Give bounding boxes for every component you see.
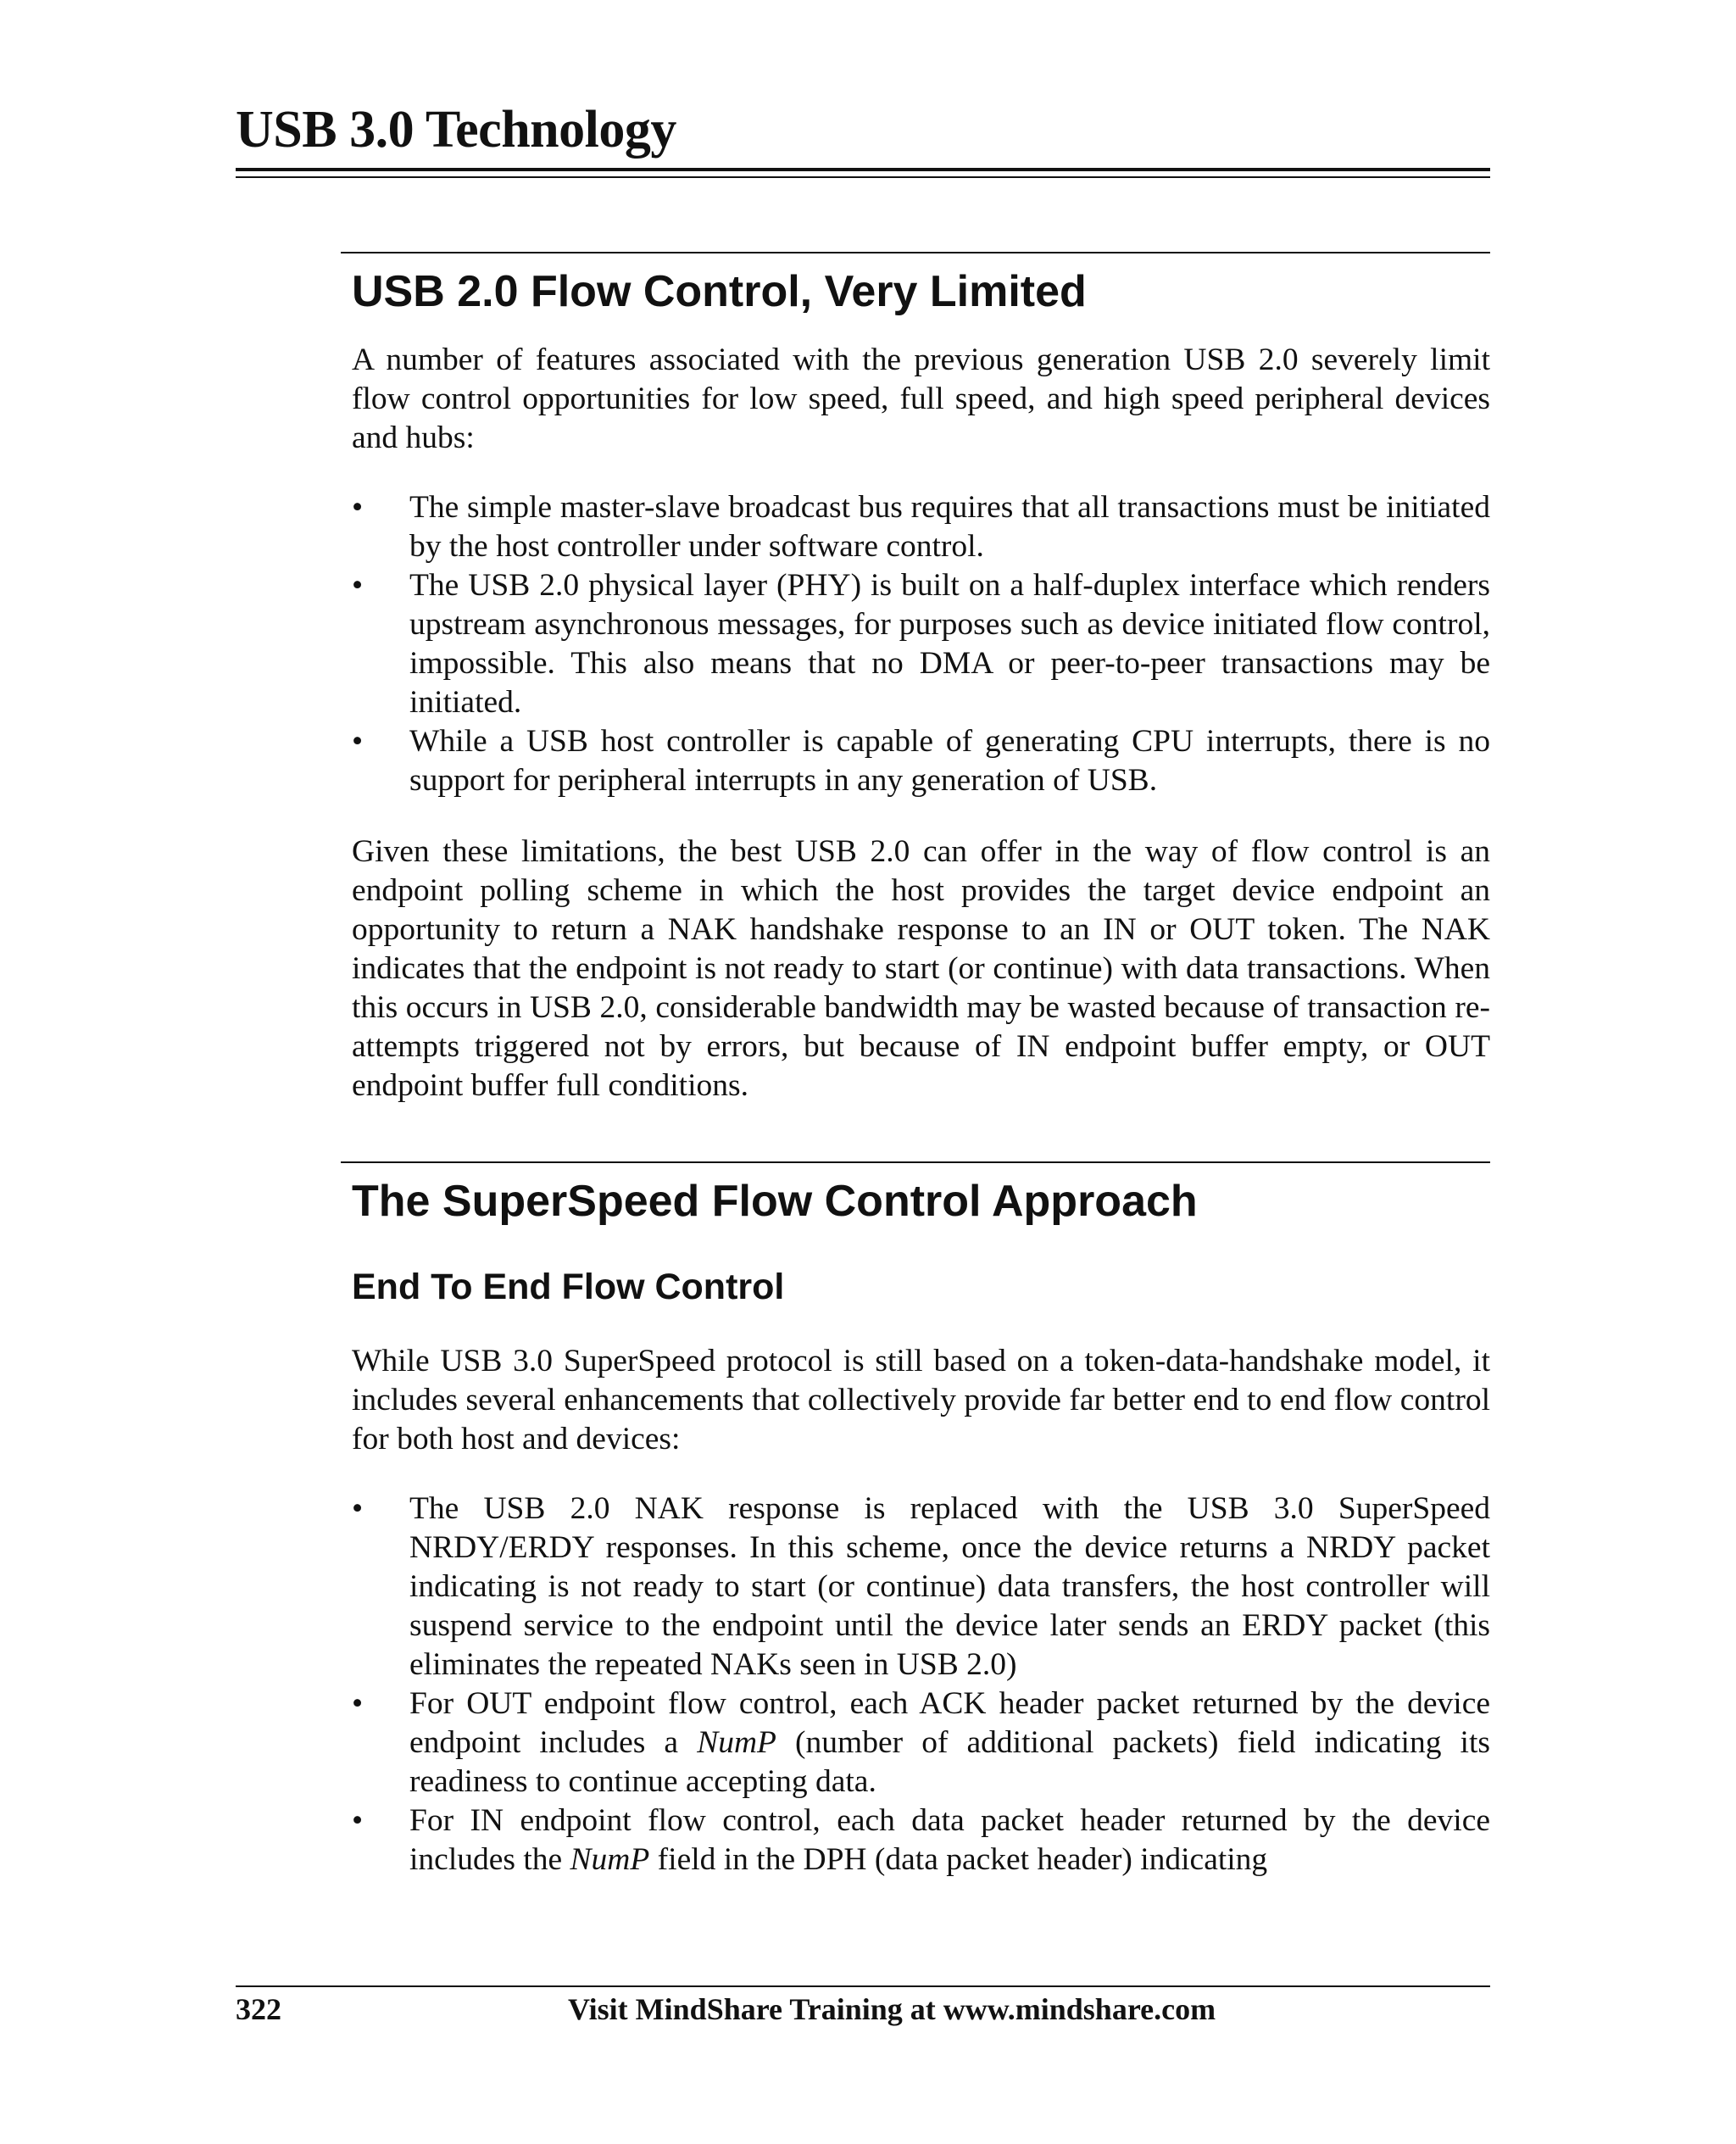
footer-rule [236,1985,1490,1987]
paragraph: A number of features associated with the previous generation USB 2.0 severely limit flow control opportunities for low speed, full speed, and high speed peripheral devices and hubs: [352,342,1490,455]
list-item [352,488,1490,566]
bullet-icon: • [352,1803,364,1838]
list-item-text: The USB 2.0 physical layer (PHY) is built on a half-duplex interface which renders upstream asynchronous messages, for purposes such as device initiated flow control, impossible. This also means that no DMA or peer-to-peer transactions may be initiated. [409,568,1490,720]
list-item-text: While a USB host controller is capable of generating CPU interrupts, there is no support for peripheral interrupts in any generation of USB. [409,724,1490,798]
list-item [352,1802,1490,1879]
list-item-text [409,1686,1490,1799]
bullet-list [352,488,1490,800]
header-rule-thick [236,168,1490,171]
bullet-list [352,1490,1490,1879]
section-divider [341,252,1490,253]
list-item [352,1685,1490,1802]
list-item [352,1490,1490,1685]
list-item-text [409,1803,1490,1877]
bullet-icon: • [352,568,364,603]
text-run: (number of additional packets) field indicating its readiness to continue accepting data. [409,1725,1490,1799]
list-item-text: The simple master-slave broadcast bus requires that all transactions must be initiated by the host controller under software control. [409,490,1490,564]
list-item [352,722,1490,800]
bullet-icon: • [352,724,364,759]
bullet-icon: • [352,1491,364,1526]
running-header-title: USB 3.0 Technology [236,101,676,159]
bullet-icon: • [352,490,364,525]
field-name: NumP [570,1842,650,1877]
section-heading: The SuperSpeed Flow Control Approach [352,1177,1198,1226]
page-number: 322 [236,1992,281,2026]
paragraph: While USB 3.0 SuperSpeed protocol is still based on a token-data-handshake model, it includes several enhancements that collectively provide far better end to end flow control for both host and devices: [352,1344,1490,1456]
field-name: NumP [697,1725,776,1760]
subsection-heading: End To End Flow Control [352,1267,785,1307]
paragraph: Given these limitations, the best USB 2.0 can offer in the way of flow control is an endpoint polling scheme in which the host provides the target device endpoint an opportunity to return a NAK handshake response to an IN or OUT token. The NAK indicates that the endpoint is not ready to start (or continue) with data transactions. When this occurs in USB 2.0, considerable bandwidth may be wasted because of transaction re-attempts triggered not by errors, but because of IN endpoint buffer empty, or OUT endpoint buffer full conditions. [352,834,1490,1103]
text-run: For IN endpoint flow control, each data packet header returned by the device includes the [409,1803,1490,1877]
header-rule-thin [236,176,1490,178]
bullet-icon: • [352,1686,364,1721]
footer-text: Visit MindShare Training at www.mindshare.com [568,1992,1216,2026]
text-run: For OUT endpoint flow control, each ACK header packet returned by the device endpoint includes a [409,1686,1490,1760]
section-divider [341,1161,1490,1163]
list-item-text: The USB 2.0 NAK response is replaced with the USB 3.0 SuperSpeed NRDY/ERDY responses. In this scheme, once the device returns a NRDY packet indicating is not ready to start (or continue) data transfers, the host controller will suspend service to the endpoint until the device later sends an ERDY packet (this eliminates the repeated NAKs seen in USB 2.0) [409,1491,1490,1682]
text-run: field in the DPH (data packet header) indicating [649,1842,1268,1877]
list-item [352,566,1490,722]
section-heading: USB 2.0 Flow Control, Very Limited [352,267,1087,316]
